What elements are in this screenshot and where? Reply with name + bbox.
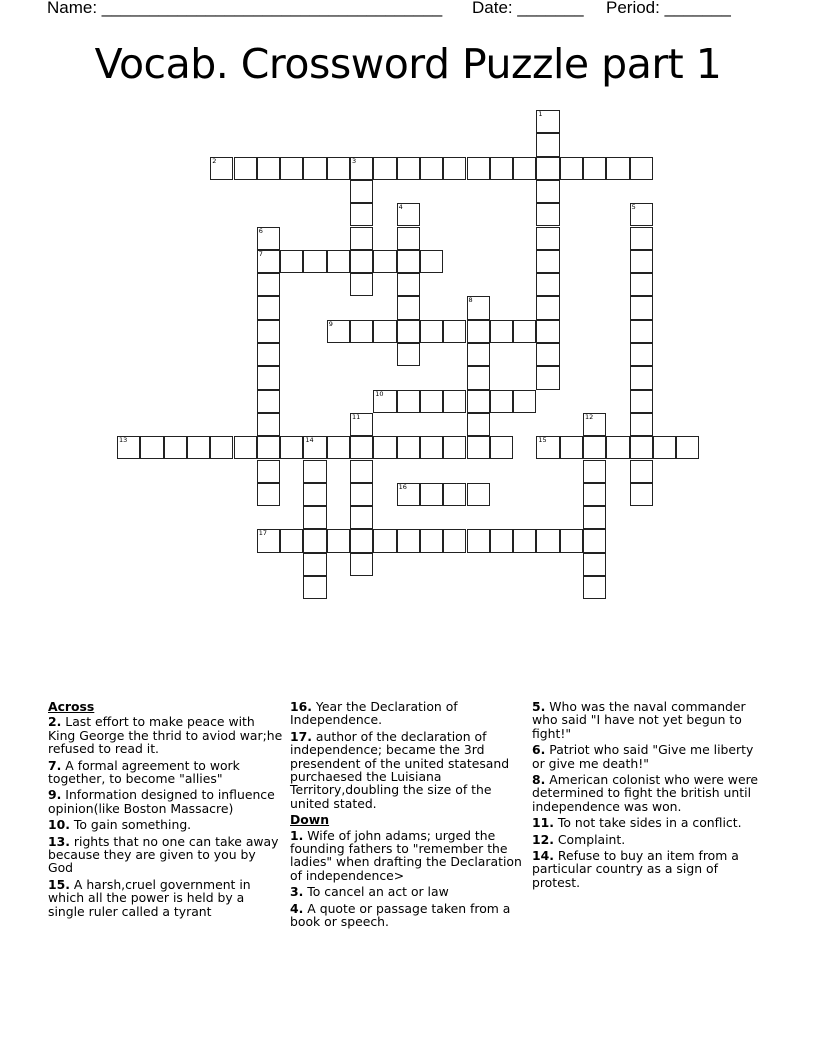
clue-text: To not take sides in a conflict. [557,815,742,831]
grid-cell[interactable] [630,413,653,436]
clue-text: author of the declaration of independence; became the 3rd presendent of the united statesand purchaesed the Luisiana Territory,doubling the size of the united stated. [290,728,510,811]
clue-number: 9. [48,787,62,803]
clue-number: 2. [48,714,62,730]
grid-cell[interactable] [350,483,373,506]
clue-number: 13 [119,436,128,445]
grid-cell[interactable] [327,436,350,459]
down-clue [532,743,768,770]
grid-cell[interactable] [467,413,490,436]
down-clue [290,885,526,898]
grid-cell[interactable] [257,296,280,319]
grid-cell[interactable] [420,320,443,343]
grid-cell[interactable] [257,413,280,436]
grid-cell[interactable] [210,157,233,180]
grid-cell[interactable] [257,529,280,552]
grid-cell[interactable] [606,157,629,180]
grid-cell[interactable] [443,483,466,506]
across-clue [48,715,284,755]
grid-cell[interactable] [350,250,373,273]
grid-cell[interactable] [630,250,653,273]
grid-cell[interactable] [350,157,373,180]
grid-cell[interactable] [467,320,490,343]
grid-cell[interactable] [606,436,629,459]
clues-column-3 [532,700,768,892]
clue-number: 2 [212,156,217,165]
grid-cell[interactable] [373,390,396,413]
grid-cell[interactable] [536,250,559,273]
grid-cell[interactable] [350,180,373,203]
clue-number: 5 [631,203,636,212]
clue-number: 17 [258,529,268,538]
grid-cell[interactable] [397,203,420,226]
grid-cell[interactable] [467,436,490,459]
grid-cell[interactable] [397,250,420,273]
grid-cell[interactable] [140,436,163,459]
grid-cell[interactable] [630,460,653,483]
grid-cell[interactable] [583,576,606,599]
across-clue [290,700,526,727]
grid-cell[interactable] [536,157,559,180]
grid-cell[interactable] [630,343,653,366]
clue-number: 15 [538,436,547,445]
clue-number: 16. [290,699,312,714]
grid-cell[interactable] [303,529,326,552]
grid-cell[interactable] [630,390,653,413]
grid-cell[interactable] [397,320,420,343]
grid-cell[interactable] [280,250,303,273]
grid-cell[interactable] [210,436,233,459]
grid-cell[interactable] [443,390,466,413]
clue-text: Last effort to make peace with King George the thrid to aviod war;he refused to read it. [48,714,283,757]
grid-cell[interactable] [257,436,280,459]
clues-column-2 [290,700,526,932]
grid-cell[interactable] [490,320,513,343]
grid-cell[interactable] [187,436,210,459]
grid-cell[interactable] [513,157,536,180]
grid-cell[interactable] [676,436,699,459]
grid-cell[interactable] [467,157,490,180]
grid-cell[interactable] [536,110,559,133]
grid-cell[interactable] [397,273,420,296]
grid-cell[interactable] [280,529,303,552]
grid-cell[interactable] [513,320,536,343]
grid-cell[interactable] [117,436,140,459]
clue-text: Patriot who said "Give me liberty or give me death!" [532,742,754,771]
clue-number: 1. [290,827,304,843]
clue-number: 8 [468,296,473,305]
grid-cell[interactable] [490,436,513,459]
grid-cell[interactable] [420,250,443,273]
grid-cell[interactable] [583,436,606,459]
grid-cell[interactable] [303,250,326,273]
clue-number: 8. [532,772,546,788]
down-clue [290,829,526,883]
grid-cell[interactable] [350,413,373,436]
grid-cell[interactable] [630,273,653,296]
grid-cell[interactable] [420,483,443,506]
down-clue [532,773,768,813]
clue-text: American colonist who were were determined to fight the british until independence was won. [532,772,759,814]
grid-cell[interactable] [443,529,466,552]
grid-cell[interactable] [536,296,559,319]
across-clue [48,788,284,815]
down-clue [532,849,768,889]
grid-cell[interactable] [536,180,559,203]
clue-number: 4. [290,900,304,916]
down-clue [532,833,768,846]
clue-text: To gain something. [73,817,192,833]
grid-cell[interactable] [467,483,490,506]
grid-cell[interactable] [536,343,559,366]
grid-cell[interactable] [443,157,466,180]
clue-text: Wife of john adams; urged the founding fathers to "remember the ladies" when drafting the Declaration of independence> [290,827,522,883]
clue-number: 6. [532,742,546,758]
clue-number: 16 [398,482,407,491]
across-heading: Across [48,699,95,714]
grid-cell[interactable] [583,483,606,506]
grid-cell[interactable] [397,390,420,413]
grid-cell[interactable] [303,436,326,459]
grid-cell[interactable] [350,529,373,552]
grid-cell[interactable] [560,436,583,459]
grid-cell[interactable] [234,436,257,459]
clue-number: 7. [48,757,62,773]
grid-cell[interactable] [280,157,303,180]
date-field-label: Date: _______ [472,0,584,17]
across-clue [48,759,284,786]
grid-cell[interactable] [327,250,350,273]
grid-cell[interactable] [350,320,373,343]
clue-number: 13. [48,833,70,849]
grid-cell[interactable] [583,460,606,483]
grid-cell[interactable] [257,460,280,483]
grid-cell[interactable] [630,296,653,319]
grid-cell[interactable] [397,483,420,506]
grid-cell[interactable] [467,296,490,319]
grid-cell[interactable] [303,460,326,483]
across-clue [290,730,526,810]
clue-number: 1 [538,110,543,118]
across-clue [48,878,284,918]
grid-cell[interactable] [536,203,559,226]
grid-cell[interactable] [653,436,676,459]
clue-text: Complaint. [557,831,626,847]
clue-number: 14 [305,436,314,445]
clue-text: Information designed to influence opinion(like Boston Massacre) [48,787,275,816]
grid-cell[interactable] [630,320,653,343]
grid-cell[interactable] [420,157,443,180]
clue-number: 12. [532,831,554,847]
clue-text: A quote or passage taken from a book or speech. [290,900,511,930]
clue-number: 11 [352,412,361,421]
grid-cell[interactable] [536,366,559,389]
grid-cell[interactable] [257,157,280,180]
grid-cell[interactable] [280,436,303,459]
grid-cell[interactable] [303,157,326,180]
grid-cell[interactable] [397,343,420,366]
grid-cell[interactable] [536,436,559,459]
grid-cell[interactable] [490,157,513,180]
grid-cell[interactable] [327,529,350,552]
grid-cell[interactable] [513,529,536,552]
grid-cell[interactable] [397,227,420,250]
clue-text: A formal agreement to work together, to become "allies" [48,757,240,787]
clue-text: rights that no one can take away because they are given to you by God [48,833,279,876]
grid-cell[interactable] [630,366,653,389]
across-clue [48,835,284,875]
grid-cell[interactable] [350,203,373,226]
clue-number: 15. [48,876,70,892]
clue-number: 11. [532,815,554,831]
clue-number: 5. [532,699,546,714]
grid-cell[interactable] [373,157,396,180]
down-clue [290,902,526,929]
clue-number: 6 [258,226,263,235]
clue-number: 17. [290,728,312,744]
down-clue [532,816,768,829]
grid-cell[interactable] [257,250,280,273]
grid-cell[interactable] [630,436,653,459]
grid-cell[interactable] [630,483,653,506]
clue-number: 9 [328,319,333,328]
grid-cell[interactable] [373,529,396,552]
grid-cell[interactable] [420,529,443,552]
grid-cell[interactable] [350,506,373,529]
grid-cell[interactable] [536,529,559,552]
clue-number: 10. [48,817,70,833]
grid-cell[interactable] [373,320,396,343]
clue-number: 3 [352,156,357,165]
clue-number: 4 [398,203,403,212]
grid-cell[interactable] [257,483,280,506]
grid-cell[interactable] [350,460,373,483]
grid-cell[interactable] [257,227,280,250]
grid-cell[interactable] [257,273,280,296]
down-heading: Down [290,812,330,828]
grid-cell[interactable] [327,157,350,180]
grid-cell[interactable] [583,506,606,529]
grid-cell[interactable] [350,227,373,250]
grid-cell[interactable] [303,483,326,506]
clue-number: 14. [532,848,554,864]
across-clue [48,818,284,831]
grid-cell[interactable] [397,529,420,552]
grid-cell[interactable] [397,436,420,459]
grid-cell[interactable] [234,157,257,180]
grid-cell[interactable] [467,343,490,366]
grid-cell[interactable] [373,250,396,273]
grid-cell[interactable] [583,553,606,576]
grid-cell[interactable] [536,320,559,343]
clue-text: Who was the naval commander who said "I have not yet begun to fight!" [532,699,746,741]
grid-cell[interactable] [327,320,350,343]
name-field-label: Name: ____________________________________ [47,0,443,17]
grid-cell[interactable] [467,366,490,389]
grid-cell[interactable] [303,553,326,576]
grid-cell[interactable] [373,436,396,459]
grid-cell[interactable] [630,203,653,226]
clue-text: Refuse to buy an item from a particular country as a sign of protest. [532,848,739,890]
grid-cell[interactable] [350,273,373,296]
grid-cell[interactable] [583,529,606,552]
grid-cell[interactable] [257,366,280,389]
grid-cell[interactable] [303,576,326,599]
grid-cell[interactable] [536,227,559,250]
grid-cell[interactable] [257,343,280,366]
grid-cell[interactable] [560,529,583,552]
grid-cell[interactable] [513,390,536,413]
page-title: Vocab. Crossword Puzzle part 1 [94,40,722,88]
down-clue [532,700,768,740]
grid-cell[interactable] [257,390,280,413]
clue-number: 10 [375,389,384,398]
grid-cell[interactable] [257,320,280,343]
grid-cell[interactable] [536,273,559,296]
grid-cell[interactable] [443,320,466,343]
grid-cell[interactable] [630,157,653,180]
grid-cell[interactable] [630,227,653,250]
clue-text: Year the Declaration of Independence. [290,699,458,728]
grid-cell[interactable] [467,390,490,413]
clue-text: A harsh,cruel government in which all the power is held by a single ruler called a tyrant [48,876,251,919]
grid-cell[interactable] [536,133,559,156]
grid-cell[interactable] [443,436,466,459]
grid-cell[interactable] [420,390,443,413]
grid-cell[interactable] [397,157,420,180]
clue-number: 3. [290,884,304,900]
grid-cell[interactable] [467,529,490,552]
grid-cell[interactable] [490,529,513,552]
grid-cell[interactable] [350,553,373,576]
grid-cell[interactable] [397,296,420,319]
grid-cell[interactable] [303,506,326,529]
clue-number: 7 [258,249,263,258]
grid-cell[interactable] [420,436,443,459]
grid-cell[interactable] [583,157,606,180]
period-field-label: Period: _______ [606,0,731,17]
clue-text: To cancel an act or law [307,884,449,900]
grid-cell[interactable] [560,157,583,180]
grid-cell[interactable] [164,436,187,459]
clue-number: 12 [585,412,594,421]
grid-cell[interactable] [490,390,513,413]
clues-column-1 [48,700,284,921]
grid-cell[interactable] [350,436,373,459]
grid-cell[interactable] [583,413,606,436]
